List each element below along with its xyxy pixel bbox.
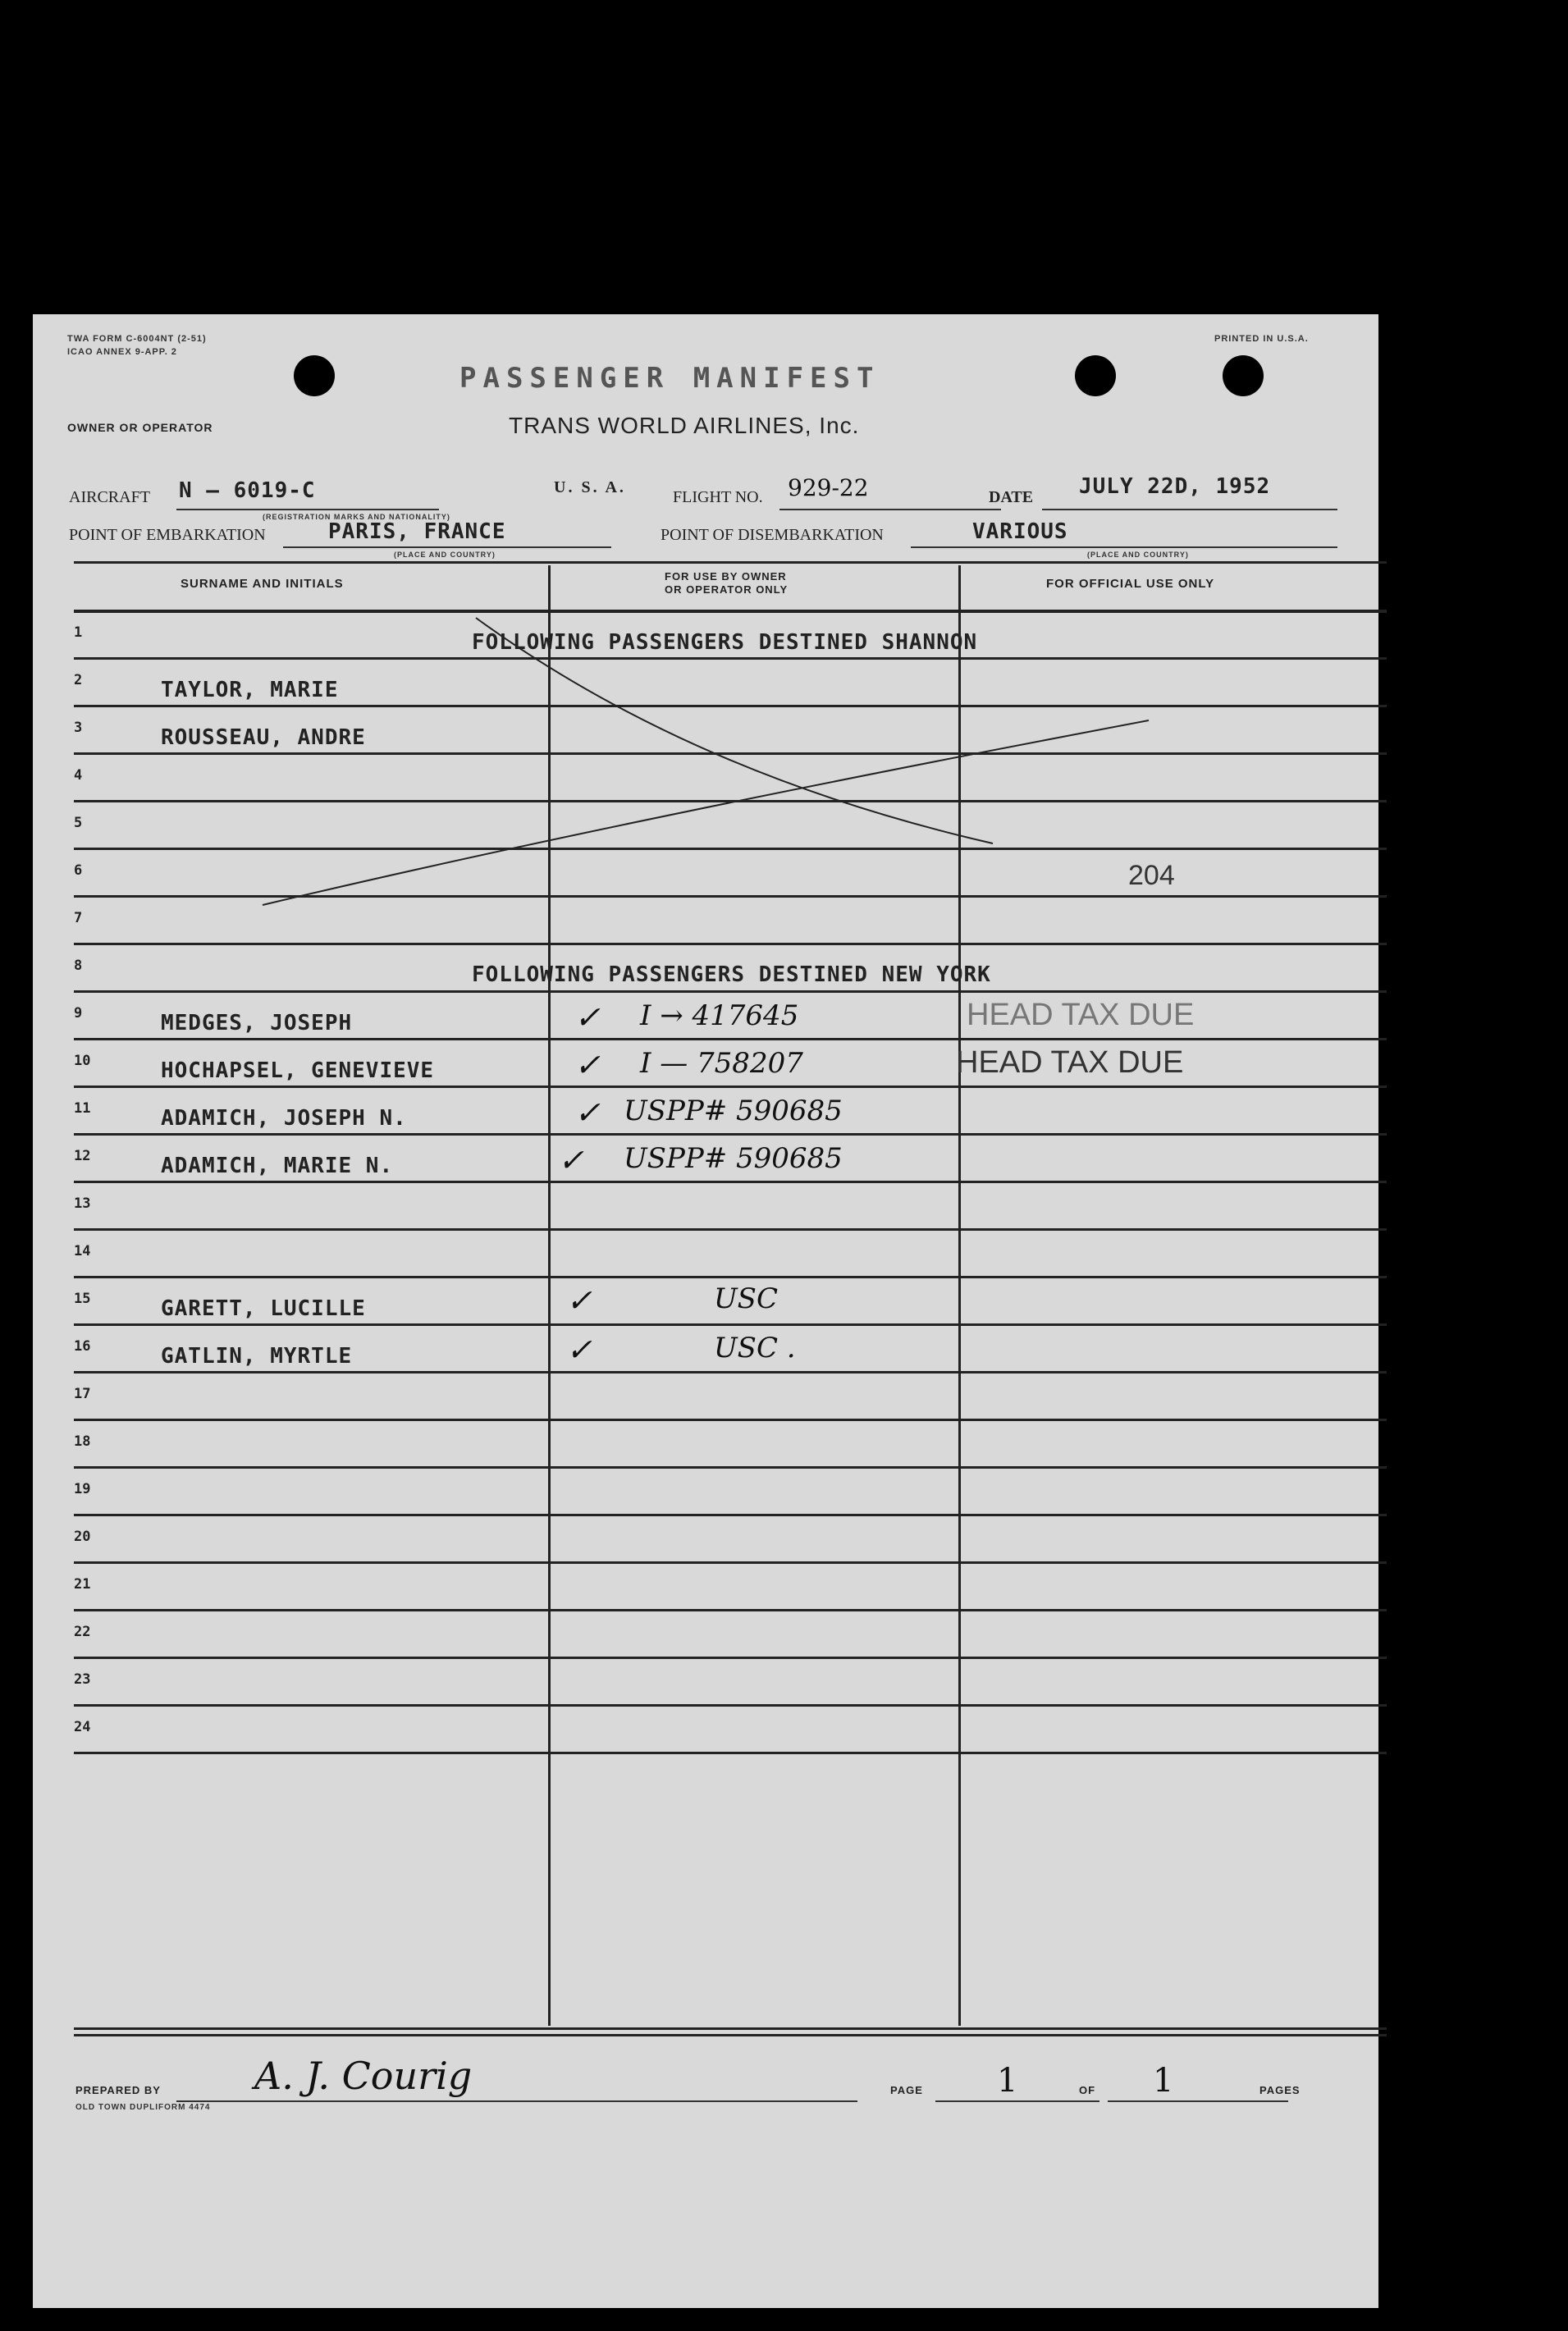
head-tax-stamp-2: HEAD TAX DUE [956,1045,1184,1080]
embarkation-caption: (PLACE AND COUNTRY) [394,551,496,559]
row-number: 16 [74,1338,91,1355]
form-title: PASSENGER MANIFEST [459,362,880,395]
row-number: 4 [74,767,83,784]
disembarkation-value: VARIOUS [972,519,1068,544]
row-number: 15 [74,1291,91,1307]
aircraft-label: AIRCRAFT [69,488,150,506]
row-number: 11 [74,1100,91,1117]
checkmark: ✓ [574,999,601,1035]
owner-label: OWNER OR OPERATOR [67,421,213,434]
of-label: OF [1079,2084,1096,2096]
destination-header-new-york: FOLLOWING PASSENGERS DESTINED NEW YORK [472,962,991,987]
owner-note-adamich-marie: USPP# 590685 [624,1142,843,1175]
row-number: 12 [74,1148,91,1164]
owner-note-hochapsel: I — 758207 [640,1047,803,1080]
passenger-hochapsel: HOCHAPSEL, GENEVIEVE [161,1058,435,1083]
row-number: 14 [74,1243,91,1259]
col-owner-header-2: OR OPERATOR ONLY [665,583,789,596]
date-value: JULY 22D, 1952 [1079,474,1271,499]
col-owner-header-1: FOR USE BY OWNER [665,570,787,583]
passenger-adamich-marie: ADAMICH, MARIE N. [161,1154,394,1178]
row-number: 6 [74,862,83,879]
row-rule [74,1752,1387,1754]
date-label: DATE [989,488,1034,506]
row-number: 21 [74,1576,91,1593]
airline-name: TRANS WORLD AIRLINES, Inc. [509,413,860,438]
row-number: 7 [74,910,83,926]
official-number: 204 [1128,860,1175,891]
passenger-gatlin: GATLIN, MYRTLE [161,1344,353,1369]
col-name-header: SURNAME AND INITIALS [181,577,344,591]
owner-note-medges: I → 417645 [640,999,799,1032]
nationality-caption: (REGISTRATION MARKS AND NATIONALITY) [263,513,450,521]
row-number: 24 [74,1719,91,1735]
row-number: 22 [74,1624,91,1640]
prepared-signature: A. J. Courig [254,2054,473,2098]
printed-in: PRINTED IN U.S.A. [1214,334,1309,344]
row-rule [74,1514,1387,1516]
disembarkation-label: POINT OF DISEMBARKATION [661,526,884,544]
row-rule [74,1419,1387,1421]
row-number: 18 [74,1433,91,1450]
strike-through-marks [33,314,1378,1299]
passenger-taylor: TAYLOR, MARIE [161,678,339,702]
page-value: 1 [997,2062,1018,2100]
checkmark: ✓ [574,1095,601,1131]
of-underline [1108,2100,1288,2102]
passenger-rousseau: ROUSSEAU, ANDRE [161,725,366,750]
printer-note: OLD TOWN DUPLIFORM 4474 [75,2103,211,2112]
row-rule [74,1704,1387,1707]
row-number: 19 [74,1481,91,1497]
owner-note-adamich-joseph: USPP# 590685 [624,1095,843,1127]
aircraft-value: N — 6019-C [179,478,316,503]
checkmark: ✓ [566,1282,592,1319]
row-number: 13 [74,1195,91,1212]
checkmark: ✓ [574,1047,601,1083]
footer-rule-2 [74,2034,1387,2036]
flight-value: 929-22 [788,474,869,501]
checkmark: ✓ [558,1142,584,1178]
row-number: 2 [74,672,83,688]
manifest-sheet [33,314,1378,2308]
embarkation-label: POINT OF EMBARKATION [69,526,266,544]
row-number: 8 [74,958,83,974]
form-id: TWA FORM C-6004NT (2-51) [67,334,207,344]
icao-reference: ICAO ANNEX 9-APP. 2 [67,347,177,357]
owner-note-gatlin: USC . [714,1332,796,1364]
destination-header-shannon: FOLLOWING PASSENGERS DESTINED SHANNON [472,630,978,655]
owner-note-garett: USC [714,1282,778,1315]
row-number: 9 [74,1005,83,1022]
row-number: 20 [74,1529,91,1545]
pages-label: PAGES [1259,2084,1301,2096]
page-label: PAGE [890,2084,923,2096]
passenger-garett: GARETT, LUCILLE [161,1296,366,1321]
prepared-label: PREPARED BY [75,2084,161,2096]
disembarkation-caption: (PLACE AND COUNTRY) [1087,551,1189,559]
row-number: 17 [74,1386,91,1402]
col-official-header: FOR OFFICIAL USE ONLY [1046,577,1215,591]
row-number: 1 [74,624,83,641]
footer-rule [74,2027,1387,2030]
row-number: 5 [74,815,83,831]
country-label: U. S. A. [554,478,626,496]
head-tax-stamp-1: HEAD TAX DUE [967,998,1195,1032]
checkmark: ✓ [566,1332,592,1368]
row-rule [74,1466,1387,1469]
row-rule [74,1323,1387,1326]
passenger-adamich-joseph: ADAMICH, JOSEPH N. [161,1106,407,1131]
flight-label: FLIGHT NO. [673,488,763,506]
page-underline [935,2100,1099,2102]
row-rule [74,1657,1387,1659]
prepared-underline [176,2100,857,2102]
passenger-medges: MEDGES, JOSEPH [161,1011,353,1035]
row-number: 3 [74,720,83,736]
row-rule [74,1609,1387,1611]
row-rule [74,1561,1387,1564]
of-value: 1 [1153,2062,1174,2100]
row-number: 23 [74,1671,91,1688]
row-rule [74,1371,1387,1373]
embarkation-value: PARIS, FRANCE [328,519,506,544]
row-number: 10 [74,1053,91,1069]
